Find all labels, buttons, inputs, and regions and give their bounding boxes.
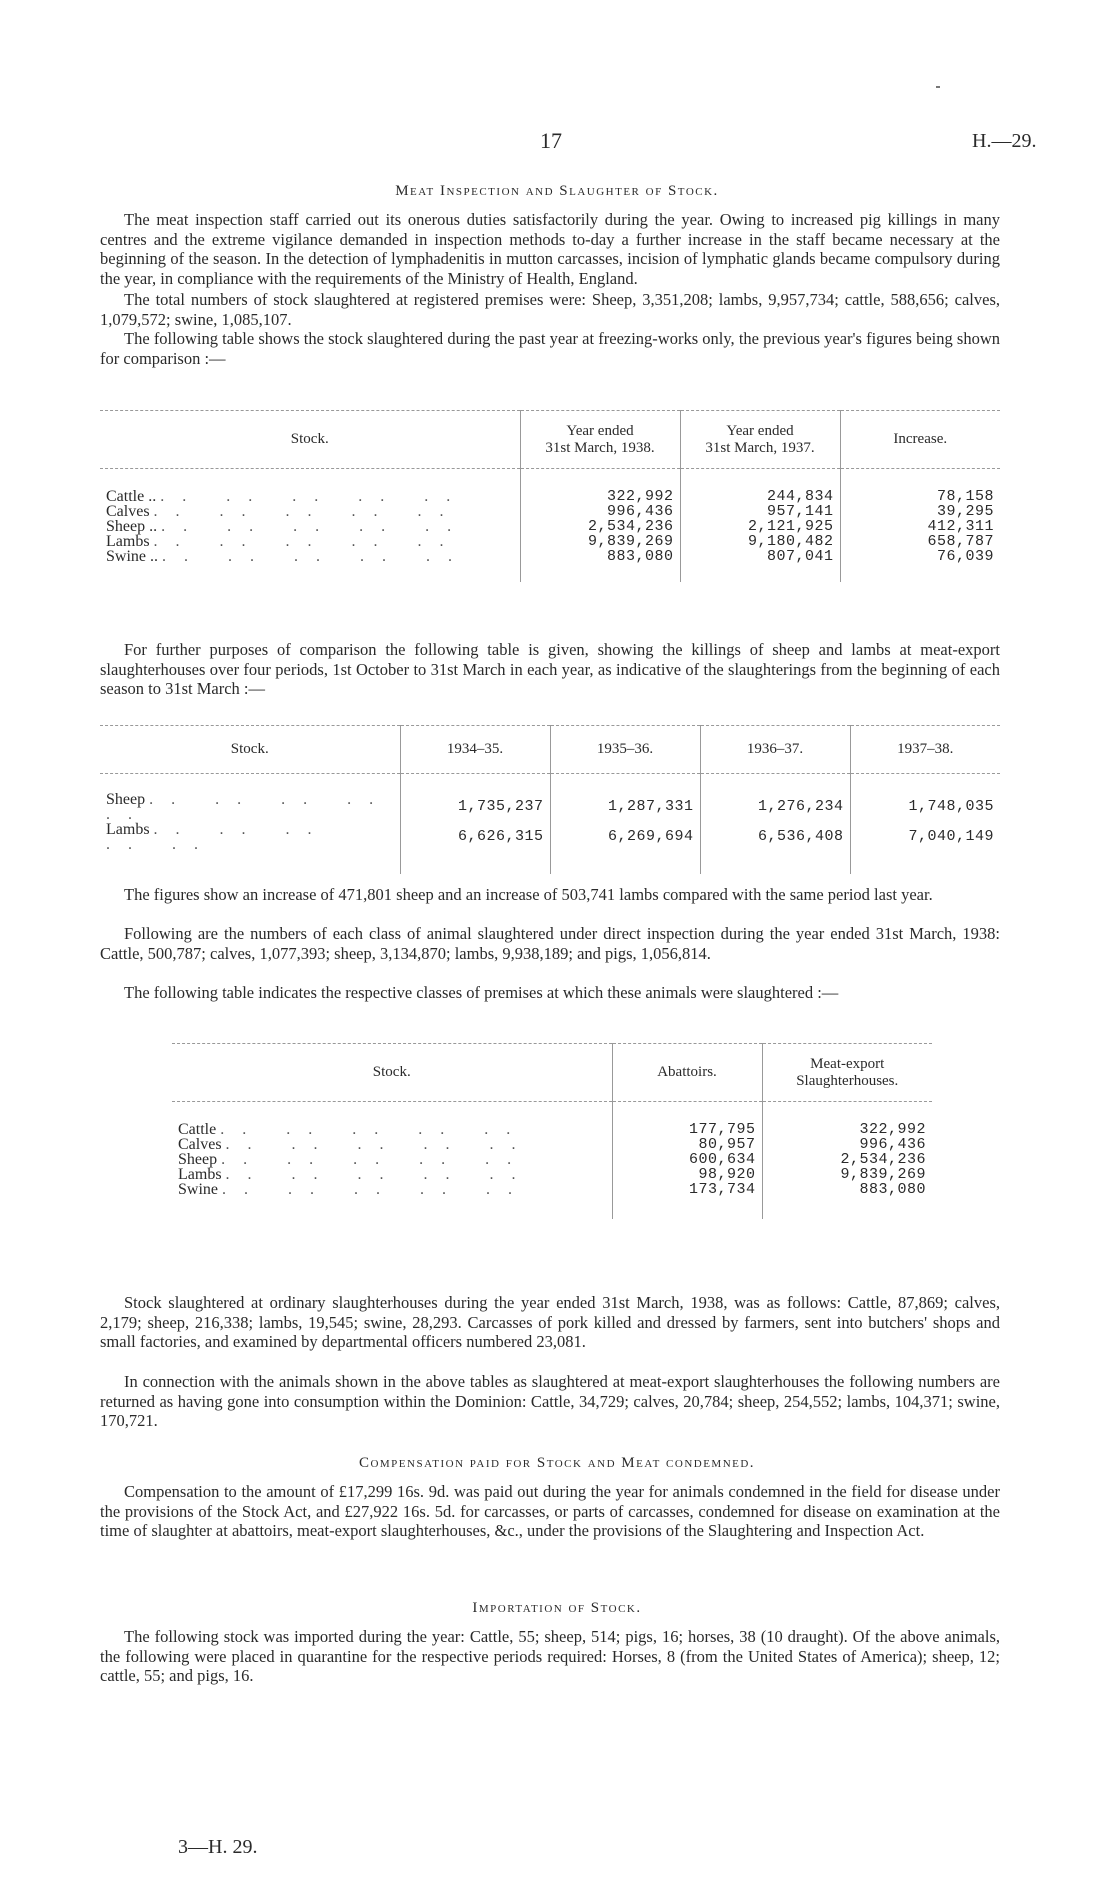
cell: 6,269,694 — [550, 822, 700, 852]
paragraph: The following table indicates the respective classes of premises at which these animals were slaughtered :— — [124, 983, 839, 1002]
row-label: Calves — [178, 1135, 222, 1153]
table-row: Cattle .. .. .. .. .. .. 322,992 244,834 78,158 — [100, 489, 1000, 504]
cell: 6,536,408 — [700, 822, 850, 852]
column-header: 1935–36. — [550, 726, 700, 774]
cell: 883,080 — [520, 549, 680, 564]
table-row: Sheep .. .. .. .. .. 600,634 2,534,236 — [172, 1152, 932, 1167]
cell: 9,839,269 — [762, 1167, 932, 1182]
cell: 1,748,035 — [850, 792, 1000, 822]
cell: 957,141 — [680, 504, 840, 519]
column-header: Stock. — [172, 1044, 612, 1102]
cell: 80,957 — [612, 1137, 762, 1152]
paragraph: Stock slaughtered at ordinary slaughterhouses during the year ended 31st March, 1938, was as follows: Cattle, 87,869; calves, 2,179; sheep, 216,338; lambs, 19,545; swine, 28,293. Carcasses of pork killed and dressed by farmers, sent into butchers' shops and small factories, and examined by departmental officers numbered 23,081. — [100, 1293, 1000, 1351]
column-header: Meat-export Slaughterhouses. — [762, 1044, 932, 1102]
cell: 2,534,236 — [762, 1152, 932, 1167]
row-label: Cattle — [178, 1120, 217, 1138]
section-heading-importation: Importation of Stock. — [472, 1600, 642, 1616]
table-row: Swine .. .. .. .. .. .. 883,080 807,041 76,039 — [100, 549, 1000, 564]
table-premises — [172, 1043, 932, 1219]
cell: 322,992 — [762, 1122, 932, 1137]
cell: 244,834 — [680, 489, 840, 504]
paragraph: For further purposes of comparison the following table is given, showing the killings of sheep and lambs at meat-export slaughterhouses over four periods, 1st October to 31st March in each year, as indicative of the slaughterings from the beginning of each season to 31st March :— — [100, 640, 1000, 698]
row-label: Swine — [178, 1180, 218, 1198]
paragraph: Compensation to the amount of £17,299 16s. 9d. was paid out during the year for animals condemned in the field for disease under the provisions of the Stock Act, and £27,922 16s. 5d. for carcasses, or parts of carcasses, condemned for disease on examination at the time of slaughter at abattoirs, meat-export slaughterhouses, &c., under the provisions of the Slaughtering and Inspection Act. — [100, 1482, 1000, 1540]
cell: 9,180,482 — [680, 534, 840, 549]
paragraph: The following table shows the stock slaughtered during the past year at freezing-works only, the previous year's figures being shown for comparison :— — [100, 329, 1000, 368]
paragraph: The figures show an increase of 471,801 sheep and an increase of 503,741 lambs compared with the same period last year. — [124, 885, 933, 904]
table-row: Lambs .. .. .. .. .. 9,839,269 9,180,482 658,787 — [100, 534, 1000, 549]
document-reference: H.—29. — [972, 130, 1037, 152]
column-header: 1934–35. — [400, 726, 550, 774]
cell: 39,295 — [840, 504, 1000, 519]
paragraph: The meat inspection staff carried out its onerous duties satisfactorily during the year. Owing to increased pig killings in many centres and the extreme vigilance demanded in inspection methods to-day a further increase in the staff became necessary at the beginning of the season. In the detection of lymphadenitis in mutton carcasses, incision of lymphatic glands became compulsory during the year, in compliance with the requirements of the Ministry of Health, England. — [100, 210, 1000, 288]
row-label: Cattle .. — [106, 487, 157, 505]
column-header: Year ended 31st March, 1937. — [680, 411, 840, 469]
row-label: Lambs — [178, 1165, 222, 1183]
table-row: Sheep .. .. .. .. .. 1,735,237 1,287,331 1,276,234 1,748,035 — [100, 792, 1000, 822]
row-label: Sheep .. — [106, 517, 158, 535]
table-row: Lambs .. .. .. .. .. 98,920 9,839,269 — [172, 1167, 932, 1182]
table-freezing-works — [100, 410, 1000, 582]
table-row: Sheep .. .. .. .. .. .. 2,534,236 2,121,925 412,311 — [100, 519, 1000, 534]
cell: 177,795 — [612, 1122, 762, 1137]
cell: 7,040,149 — [850, 822, 1000, 852]
cell: 9,839,269 — [520, 534, 680, 549]
table-row: Calves .. .. .. .. .. 996,436 957,141 39,295 — [100, 504, 1000, 519]
row-label: Sheep — [106, 790, 146, 808]
section-heading-compensation: Compensation paid for Stock and Meat condemned. — [358, 1455, 756, 1471]
table-row: Cattle .. .. .. .. .. 177,795 322,992 — [172, 1122, 932, 1137]
column-header: 1936–37. — [700, 726, 850, 774]
cell: 1,287,331 — [550, 792, 700, 822]
speck — [936, 86, 940, 88]
cell: 173,734 — [612, 1182, 762, 1197]
column-header: 1937–38. — [850, 726, 1000, 774]
cell: 1,276,234 — [700, 792, 850, 822]
column-header: Increase. — [840, 411, 1000, 469]
column-header: Stock. — [100, 726, 400, 774]
row-label: Sheep — [178, 1150, 218, 1168]
cell: 322,992 — [520, 489, 680, 504]
cell: 6,626,315 — [400, 822, 550, 852]
row-label: Lambs — [106, 820, 150, 838]
cell: 658,787 — [840, 534, 1000, 549]
cell: 996,436 — [762, 1137, 932, 1152]
table-four-periods — [100, 725, 1000, 874]
cell: 1,735,237 — [400, 792, 550, 822]
row-label: Calves — [106, 502, 150, 520]
cell: 76,039 — [840, 549, 1000, 564]
row-label: Swine .. — [106, 547, 158, 565]
page-number: 17 — [540, 128, 562, 153]
paragraph: The following stock was imported during the year: Cattle, 55; sheep, 514; pigs, 16; horses, 38 (10 draught). Of the above animals, the following were placed in quarantine for the respective periods required: Horses, 8 (from the United States of America); sheep, 12; cattle, 55; and pigs, 16. — [100, 1627, 1000, 1685]
cell: 98,920 — [612, 1167, 762, 1182]
printer-signature: 3—H. 29. — [178, 1836, 258, 1858]
table-row: Lambs .. .. .. .. .. 6,626,315 6,269,694 6,536,408 7,040,149 — [100, 822, 1000, 852]
column-header: Stock. — [100, 411, 520, 469]
paragraph: Following are the numbers of each class of animal slaughtered under direct inspection during the year ended 31st March, 1938: Cattle, 500,787; calves, 1,077,393; sheep, 3,134,870; lambs, 9,938,189; and pigs, 1,056,814. — [100, 924, 1000, 963]
section-heading-meat: Meat Inspection and Slaughter of Stock. — [395, 183, 719, 199]
cell: 2,121,925 — [680, 519, 840, 534]
paragraph: The total numbers of stock slaughtered at registered premises were: Sheep, 3,351,208; lambs, 9,957,734; cattle, 588,656; calves, 1,079,572; swine, 1,085,107. — [100, 290, 1000, 329]
cell: 807,041 — [680, 549, 840, 564]
column-header: Abattoirs. — [612, 1044, 762, 1102]
cell: 78,158 — [840, 489, 1000, 504]
cell: 883,080 — [762, 1182, 932, 1197]
cell: 2,534,236 — [520, 519, 680, 534]
row-label: Lambs — [106, 532, 150, 550]
cell: 600,634 — [612, 1152, 762, 1167]
paragraph: In connection with the animals shown in the above tables as slaughtered at meat-export slaughterhouses the following numbers are returned as having gone into consumption within the Dominion: Cattle, 34,729; calves, 20,784; sheep, 254,552; lambs, 104,371; swine, 170,721. — [100, 1372, 1000, 1430]
cell: 412,311 — [840, 519, 1000, 534]
table-row: Calves .. .. .. .. .. 80,957 996,436 — [172, 1137, 932, 1152]
cell: 996,436 — [520, 504, 680, 519]
table-row: Swine .. .. .. .. .. 173,734 883,080 — [172, 1182, 932, 1197]
column-header: Year ended 31st March, 1938. — [520, 411, 680, 469]
